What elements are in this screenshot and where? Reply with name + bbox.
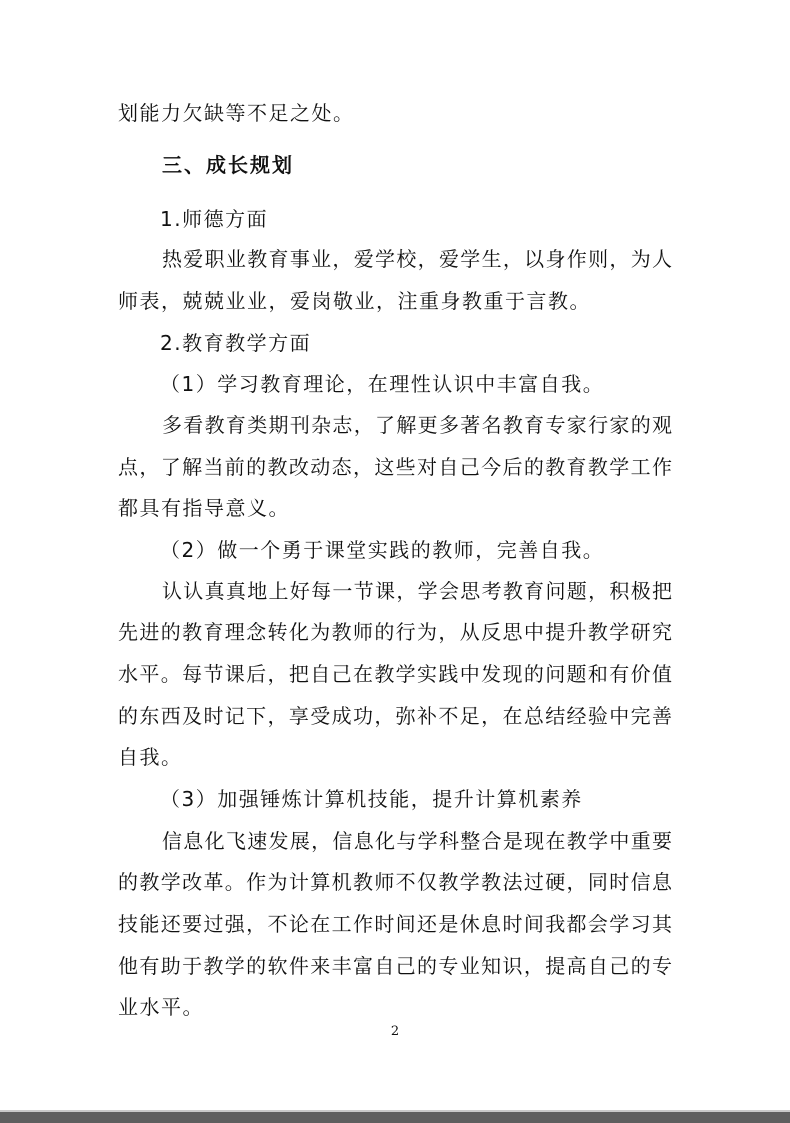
item-title-practice: （2）做一个勇于课堂实践的教师，完善自我。 xyxy=(160,538,605,562)
paragraph-line: 业水平。 xyxy=(118,995,204,1019)
paragraph-line: 自我。 xyxy=(118,745,183,769)
paragraph-line: 都具有指导意义。 xyxy=(118,496,290,520)
paragraph-continuation: 划能力欠缺等不足之处。 xyxy=(118,101,355,125)
paragraph-line: 认认真真地上好每一节课，学会思考教育问题，积极把 xyxy=(162,579,672,603)
paragraph-line: 多看教育类期刊杂志，了解更多著名教育专家行家的观 xyxy=(162,413,672,437)
paragraph-line: 他有助于教学的软件来丰富自己的专业知识，提高自己的专 xyxy=(118,954,672,978)
paragraph-line: 技能还要过强，不论在工作时间还是休息时间我都会学习其 xyxy=(118,912,672,936)
item-title-theory: （1）学习教育理论，在理性认识中丰富自我。 xyxy=(160,372,605,396)
paragraph-line: 师表，兢兢业业，爱岗敬业，注重身教重于言教。 xyxy=(118,289,591,313)
subsection-title-teaching: 2.教育教学方面 xyxy=(160,331,312,355)
subsection-title-ethics: 1.师德方面 xyxy=(160,207,269,231)
paragraph-line: 水平。每节课后，把自己在教学实践中发现的问题和有价值 xyxy=(118,662,672,686)
paragraph-line: 的东西及时记下，享受成功，弥补不足，在总结经验中完善 xyxy=(118,704,672,728)
paragraph-line: 先进的教育理念转化为教师的行为，从反思中提升教学研究 xyxy=(118,620,672,644)
section-heading: 三、成长规划 xyxy=(162,153,294,177)
paragraph-line: 的教学改革。作为计算机教师不仅教学教法过硬，同时信息 xyxy=(118,870,672,894)
paragraph-line: 点，了解当前的教改动态，这些对自己今后的教育教学工作 xyxy=(118,455,672,479)
page-number: 2 xyxy=(390,1024,400,1039)
page-boundary-bar xyxy=(0,1112,790,1123)
paragraph-line: 热爱职业教育事业，爱学校，爱学生，以身作则，为人 xyxy=(162,247,672,271)
paragraph-line: 信息化飞速发展，信息化与学科整合是现在教学中重要 xyxy=(162,829,672,853)
item-title-computer-skills: （3）加强锤炼计算机技能，提升计算机素养 xyxy=(160,787,583,811)
